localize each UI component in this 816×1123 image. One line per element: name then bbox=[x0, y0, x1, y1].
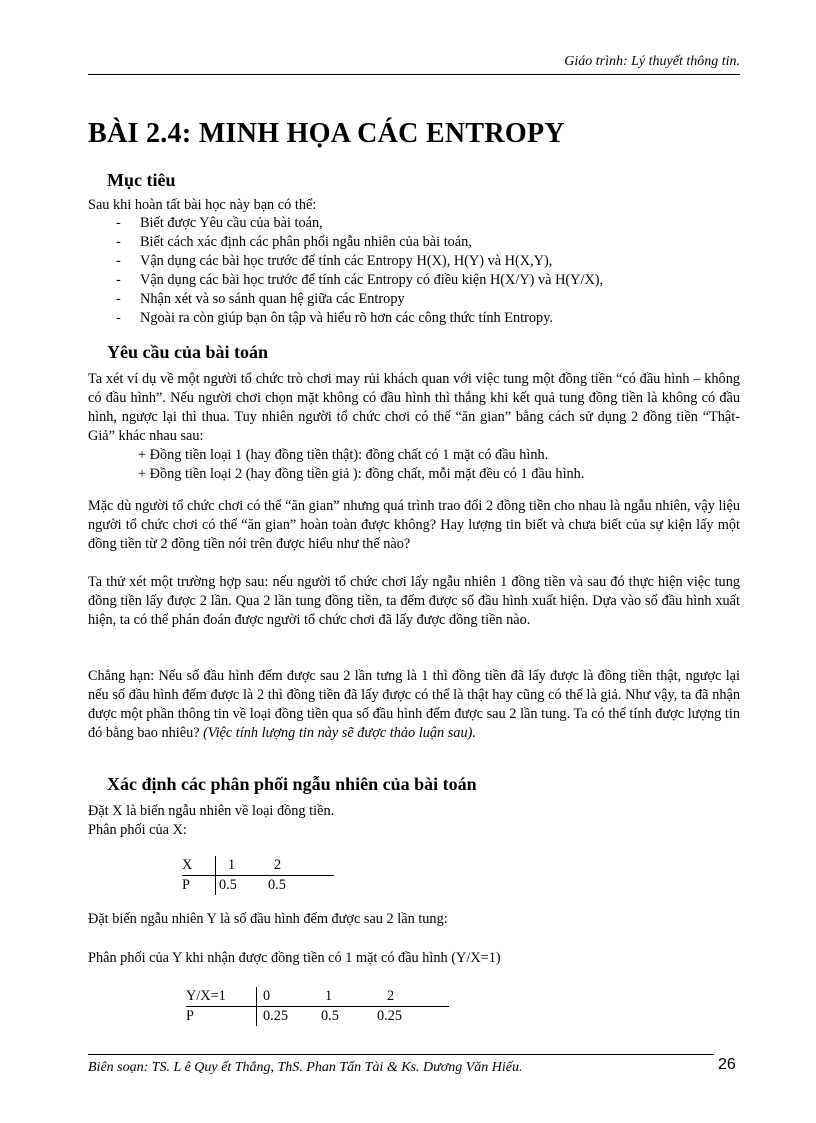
distributions-heading: Xác định các phân phối ngẫu nhiên của bài toán bbox=[107, 774, 477, 794]
problem-paragraph-2: Mặc dù người tổ chức chơi có thể “ăn gian” nhưng quá trình trao đổi 2 đồng tiền cho nhau là ngẫu nhiên, vậy liệu người tổ chức chơi có thể “ăn gian” hoàn toàn được không? Hay lượng tin biết và chưa biết của sự kiện lấy một đồng tiền từ 2 đồng tiền nói trên được hiểu như thế nào? bbox=[88, 498, 740, 552]
problem-paragraph-1: Ta xét ví dụ về một người tổ chức trò chơi may rủi khách quan với việc tung một đồng tiền “có đầu hình – không có đầu hình”. Nếu người chơi chọn mặt không có đầu hình thì thắng khi kết quả tung đồng tiền là không có đầu hình, ngược lại thì thua. Tuy nhiên người tổ chức chơi có thể “ăn gian” bằng cách sử dụng 2 đồng tiền “Thật- Giả” khác nhau sau: + Đồng tiền loại 1 (hay đồng tiền thật): đồng chất có 1 mặt có đầu hình. + Đồng tiền loại 2 (hay đồng tiền giả ): đồng chất, mỗi mặt đều có 1 đầu hình. bbox=[88, 371, 740, 482]
y-given-x1-intro: Phân phối của Y khi nhận được đồng tiền có 1 mặt có đầu hình (Y/X=1) bbox=[88, 950, 501, 966]
table-row: Y/X=1 0 1 2 bbox=[186, 987, 449, 1007]
problem-paragraph-4: Chẳng hạn: Nếu số đầu hình đếm được sau 2 lần tưng là 1 thì đồng tiền đã lấy được là đồng tiền thật, ngược lại nếu số đầu hình đếm được là 2 thì đồng tiền đã lấy được có thể là thật hay cũng có thể là giả. Như vậy, ta đã nhận được một phần thông tin về loại đồng tiền qua số đầu hình đếm được sau 2 lần tung. Ta có thể tính được lượng tin đó bằng bao nhiêu? (Việc tính lượng tin này sẽ được thảo luận sau). bbox=[88, 668, 740, 741]
note-text: (Việc tính lượng tin này sẽ được thảo luận sau). bbox=[203, 725, 476, 741]
coin-type-1: + Đồng tiền loại 1 (hay đồng tiền thật): đồng chất có 1 mặt có đầu hình. bbox=[138, 447, 549, 463]
footer-rule bbox=[88, 1054, 714, 1055]
list-item: - Vận dụng các bài học trước để tính các Entropy có điều kiện H(X/Y) và H(Y/X), bbox=[116, 272, 604, 288]
x-intro: Đặt X là biến ngẫu nhiên về loại đồng tiền. Phân phối của X: bbox=[88, 803, 335, 838]
lesson-title: BÀI 2.4: MINH HỌA CÁC ENTROPY bbox=[88, 118, 565, 149]
objectives-list bbox=[116, 214, 603, 328]
list-item: - Ngoài ra còn giúp bạn ôn tập và hiểu rõ hơn các công thức tính Entropy. bbox=[116, 310, 553, 326]
problem-heading: Yêu cầu của bài toán bbox=[107, 342, 269, 362]
list-item: - Biết được Yêu cầu của bài toán, bbox=[116, 215, 323, 231]
y-intro: Đặt biến ngẫu nhiên Y là số đầu hình đếm được sau 2 lần tung: bbox=[88, 911, 448, 927]
table-row: P 0.5 0.5 bbox=[182, 877, 286, 893]
distribution-table-x bbox=[182, 856, 334, 895]
header-rule bbox=[88, 74, 740, 75]
running-header: Giáo trình: Lý thuyết thông tin. bbox=[564, 54, 740, 69]
objectives-intro: Sau khi hoàn tất bài học này bạn có thể: bbox=[88, 197, 317, 213]
table-row: P 0.25 0.5 0.25 bbox=[186, 1008, 403, 1024]
table-row: X 1 2 bbox=[182, 856, 334, 876]
footer-authors: Biên soạn: TS. L ê Quy ết Thắng, ThS. Phan Tấn Tài & Ks. Dương Văn Hiếu. bbox=[88, 1060, 523, 1075]
list-item: - Vận dụng các bài học trước để tính các Entropy H(X), H(Y) và H(X,Y), bbox=[116, 253, 553, 269]
problem-paragraph-3: Ta thử xét một trường hợp sau: nếu người tổ chức chơi lấy ngẫu nhiên 1 đồng tiền và sau đó thực hiện việc tung đồng tiền lấy được 2 lần. Qua 2 lần tung đồng tiền, ta đếm được số đầu hình xuất hiện. Dựa vào số đầu hình xuất hiện, ta có thể phán đoán được người tổ chức chơi đã lấy được đồng tiền nào. bbox=[88, 574, 740, 628]
coin-type-2: + Đồng tiền loại 2 (hay đồng tiền giả ): đồng chất, mỗi mặt đều có 1 đầu hình. bbox=[138, 466, 585, 482]
objectives-heading: Mục tiêu bbox=[107, 170, 176, 190]
distribution-table-y bbox=[186, 987, 449, 1026]
list-item: - Biết cách xác định các phân phối ngẫu nhiên của bài toán, bbox=[116, 234, 472, 250]
page-number: 26 bbox=[718, 1056, 736, 1073]
list-item: - Nhận xét và so sánh quan hệ giữa các Entropy bbox=[116, 291, 405, 307]
